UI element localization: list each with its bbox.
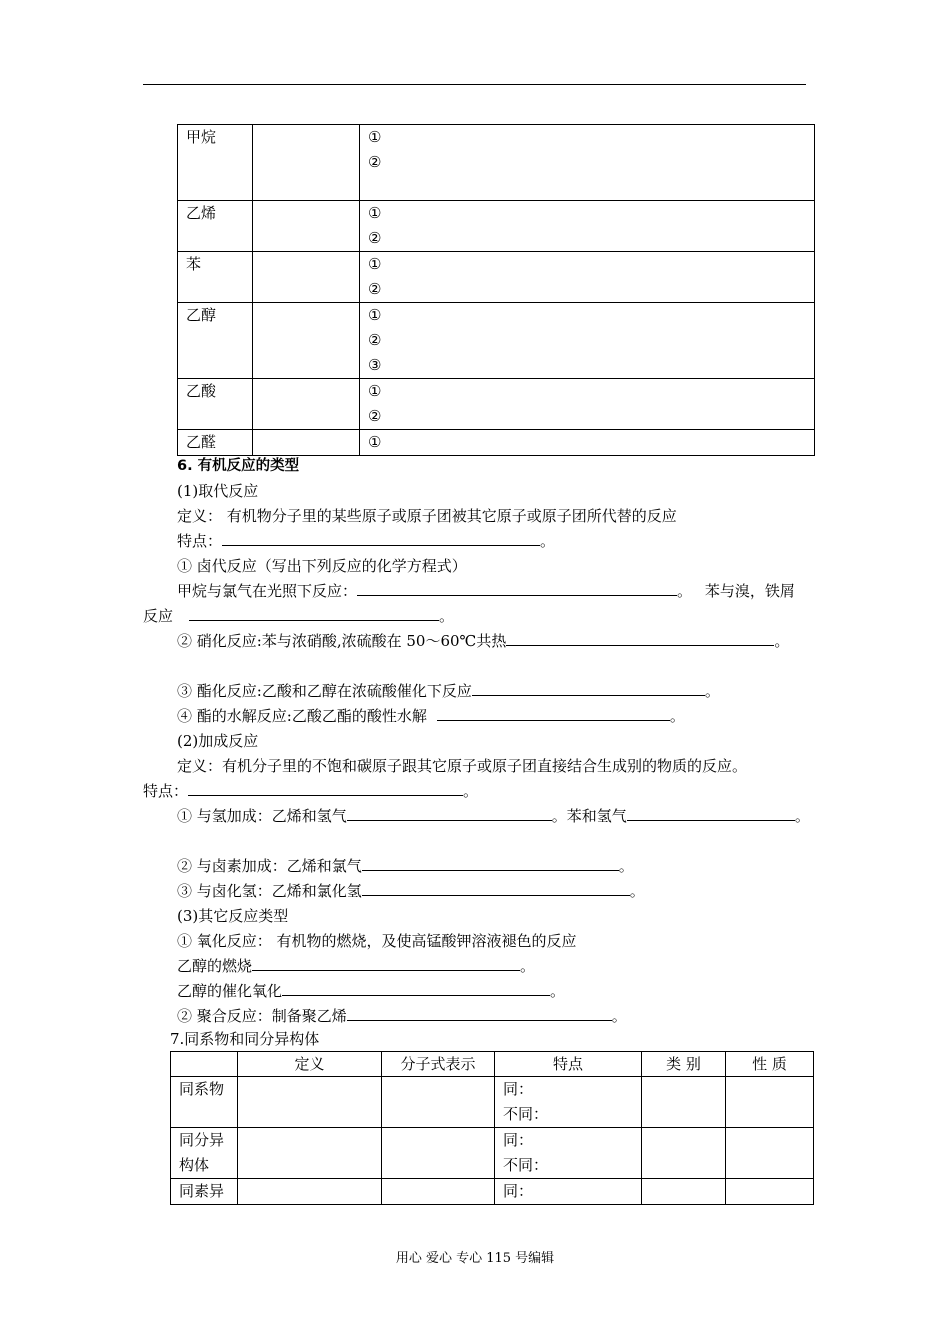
blank-cell[interactable] — [253, 430, 360, 456]
table-header-row — [171, 1052, 814, 1077]
table-row — [171, 1179, 814, 1205]
feature-label: 特点： — [143, 782, 189, 800]
reaction-table — [177, 124, 815, 456]
term-cell — [171, 1179, 238, 1205]
column-header: 特点 — [495, 1052, 642, 1077]
column-header — [171, 1052, 238, 1077]
blank-cell[interactable] — [238, 1128, 382, 1179]
answer-blank[interactable] — [506, 631, 774, 646]
different-label: 不同： — [503, 1156, 549, 1174]
answer-blank[interactable] — [362, 856, 619, 871]
period: 。 — [677, 582, 693, 600]
section-title: 6. 有机反应的类型 — [177, 458, 300, 474]
polymerization-line — [177, 1006, 627, 1026]
mark: ② — [368, 407, 382, 425]
marks-cell[interactable] — [360, 430, 815, 456]
term-name: 同系物 — [179, 1080, 225, 1098]
subsection-title: (2)加成反应 — [177, 732, 259, 750]
period: 。 — [669, 707, 685, 725]
mark: ② — [368, 229, 382, 247]
column-header: 类 别 — [642, 1052, 726, 1077]
blank-cell[interactable] — [382, 1077, 495, 1128]
blank-cell[interactable] — [642, 1128, 726, 1179]
nitration-label: ② 硝化反应:苯与浓硝酸,浓硫酸在 50～60℃共热 — [177, 632, 507, 650]
catalytic-oxidation-label: 乙醇的催化氧化 — [177, 982, 283, 1000]
answer-blank[interactable] — [222, 531, 540, 546]
esterification-line — [177, 681, 720, 701]
compound-name: 乙烯 — [178, 201, 253, 252]
blank-cell[interactable] — [253, 125, 360, 201]
term-name: 构体 — [179, 1156, 210, 1174]
hydrolysis-line — [177, 706, 685, 726]
marks-cell[interactable] — [360, 303, 815, 379]
feature-label: 特点： — [177, 532, 223, 550]
answer-blank[interactable] — [188, 781, 463, 796]
catalytic-oxidation-line — [177, 981, 565, 1001]
term-cell — [171, 1077, 238, 1128]
table-row — [171, 1077, 814, 1128]
table-row — [178, 252, 815, 303]
blank-cell[interactable] — [642, 1077, 726, 1128]
feature-cell[interactable] — [495, 1128, 642, 1179]
table-row — [178, 125, 815, 201]
isomer-table — [170, 1051, 814, 1205]
compound-name: 苯 — [178, 252, 253, 303]
blank-cell[interactable] — [726, 1179, 814, 1205]
table-row — [178, 303, 815, 379]
period: 。 — [520, 957, 536, 975]
period: 。 — [629, 882, 645, 900]
blank-cell[interactable] — [253, 379, 360, 430]
definition-text: 定义： 有机物分子里的某些原子或原子团被其它原子或原子团所代替的反应 — [177, 507, 677, 525]
answer-blank[interactable] — [252, 956, 520, 971]
marks-cell[interactable] — [360, 201, 815, 252]
blank-cell[interactable] — [726, 1128, 814, 1179]
compound-name: 甲烷 — [178, 125, 253, 201]
feature-line — [143, 781, 478, 801]
compound-name: 乙醛 — [178, 430, 253, 456]
combustion-line — [177, 956, 535, 976]
oxidation-heading: ① 氧化反应： 有机物的燃烧，及使高锰酸钾溶液褪色的反应 — [177, 932, 577, 950]
period: 。 — [463, 782, 479, 800]
blank-cell[interactable] — [238, 1077, 382, 1128]
blank-cell[interactable] — [238, 1179, 382, 1205]
period: 。 — [774, 632, 790, 650]
subsection-title: (3)其它反应类型 — [177, 907, 289, 925]
esterification-label: ③ 酯化反应:乙酸和乙醇在浓硫酸催化下反应 — [177, 682, 472, 700]
table-row — [178, 430, 815, 456]
term-cell — [171, 1128, 238, 1179]
page-footer: 用心 爱心 专心 115 号编辑 — [395, 1251, 555, 1266]
nitration-line — [177, 631, 789, 651]
mark: ② — [368, 280, 382, 298]
period: 。 — [794, 807, 810, 825]
halogen-addition-label: ② 与卤素加成：乙烯和氯气 — [177, 857, 362, 875]
mark: ① — [368, 306, 382, 324]
reaction-label: 反应 — [143, 607, 174, 625]
subsection-title: (1)取代反应 — [177, 482, 259, 500]
feature-cell[interactable] — [495, 1077, 642, 1128]
mark: ③ — [368, 356, 382, 374]
answer-blank[interactable] — [627, 806, 795, 821]
answer-blank[interactable] — [437, 706, 670, 721]
mark: ② — [368, 153, 382, 171]
benzene-bromine-label: 苯与溴，铁屑 — [704, 582, 795, 600]
answer-blank[interactable] — [362, 881, 630, 896]
column-header: 定义 — [238, 1052, 382, 1077]
same-label: 同： — [503, 1080, 534, 1098]
answer-blank[interactable] — [472, 681, 705, 696]
halogen-addition-line — [177, 856, 634, 876]
combustion-label: 乙醇的燃烧 — [177, 957, 253, 975]
halogenation-heading: ① 卤代反应（写出下列反应的化学方程式） — [177, 557, 467, 575]
header-rule — [143, 84, 806, 85]
feature-line — [177, 531, 555, 551]
compound-name: 乙酸 — [178, 379, 253, 430]
column-header: 分子式表示 — [382, 1052, 495, 1077]
period: 。 — [618, 857, 634, 875]
blank-cell[interactable] — [253, 201, 360, 252]
mark: ① — [368, 382, 382, 400]
mark: ① — [368, 204, 382, 222]
column-header: 性 质 — [726, 1052, 814, 1077]
period: 。 — [540, 532, 556, 550]
period: 。 — [439, 607, 455, 625]
methane-label: 甲烷与氯气在光照下反应： — [177, 582, 358, 600]
feature-cell[interactable] — [495, 1179, 642, 1205]
blank-cell[interactable] — [382, 1128, 495, 1179]
blank-cell[interactable] — [253, 252, 360, 303]
different-label: 不同： — [503, 1105, 549, 1123]
methane-line — [177, 581, 795, 601]
definition-text: 定义：有机分子里的不饱和碳原子跟其它原子或原子团直接结合生成别的物质的反应。 — [177, 757, 748, 775]
answer-blank[interactable] — [189, 606, 439, 621]
polymerization-label: ② 聚合反应：制备聚乙烯 — [177, 1007, 347, 1025]
period: 。 — [704, 682, 720, 700]
hydrolysis-label: ④ 酯的水解反应:乙酸乙酯的酸性水解 — [177, 707, 427, 725]
section-title: 7.同系物和同分异构体 — [170, 1030, 320, 1048]
benzene-hydrogen-label: 苯和氢气 — [566, 807, 627, 825]
same-label: 同： — [503, 1182, 534, 1200]
period: 。 — [611, 1007, 627, 1025]
mark: ① — [368, 255, 382, 273]
marks-cell[interactable] — [360, 125, 815, 201]
blank-cell[interactable] — [382, 1179, 495, 1205]
table-row — [178, 201, 815, 252]
period: 。 — [551, 807, 567, 825]
blank-cell[interactable] — [726, 1077, 814, 1128]
mark: ① — [368, 128, 382, 146]
answer-blank[interactable] — [357, 581, 677, 596]
table-row — [171, 1128, 814, 1179]
answer-blank[interactable] — [347, 1006, 612, 1021]
benzene-bromine-line — [143, 606, 454, 626]
compound-name: 乙醇 — [178, 303, 253, 379]
term-name: 同分异 — [179, 1131, 225, 1149]
hydrogen-addition-label: ① 与氢加成：乙烯和氢气 — [177, 807, 347, 825]
period: 。 — [550, 982, 566, 1000]
mark: ① — [368, 433, 382, 451]
hydrogen-halide-label: ③ 与卤化氢：乙烯和氯化氢 — [177, 882, 362, 900]
blank-cell[interactable] — [253, 303, 360, 379]
mark: ② — [368, 331, 382, 349]
term-name: 同素异 — [179, 1182, 225, 1200]
table-row — [178, 379, 815, 430]
answer-blank[interactable] — [282, 981, 550, 996]
blank-cell[interactable] — [642, 1179, 726, 1205]
hydrogen-halide-line — [177, 881, 645, 901]
hydrogen-addition-line — [177, 806, 810, 826]
marks-cell[interactable] — [360, 379, 815, 430]
marks-cell[interactable] — [360, 252, 815, 303]
answer-blank[interactable] — [347, 806, 552, 821]
same-label: 同： — [503, 1131, 534, 1149]
